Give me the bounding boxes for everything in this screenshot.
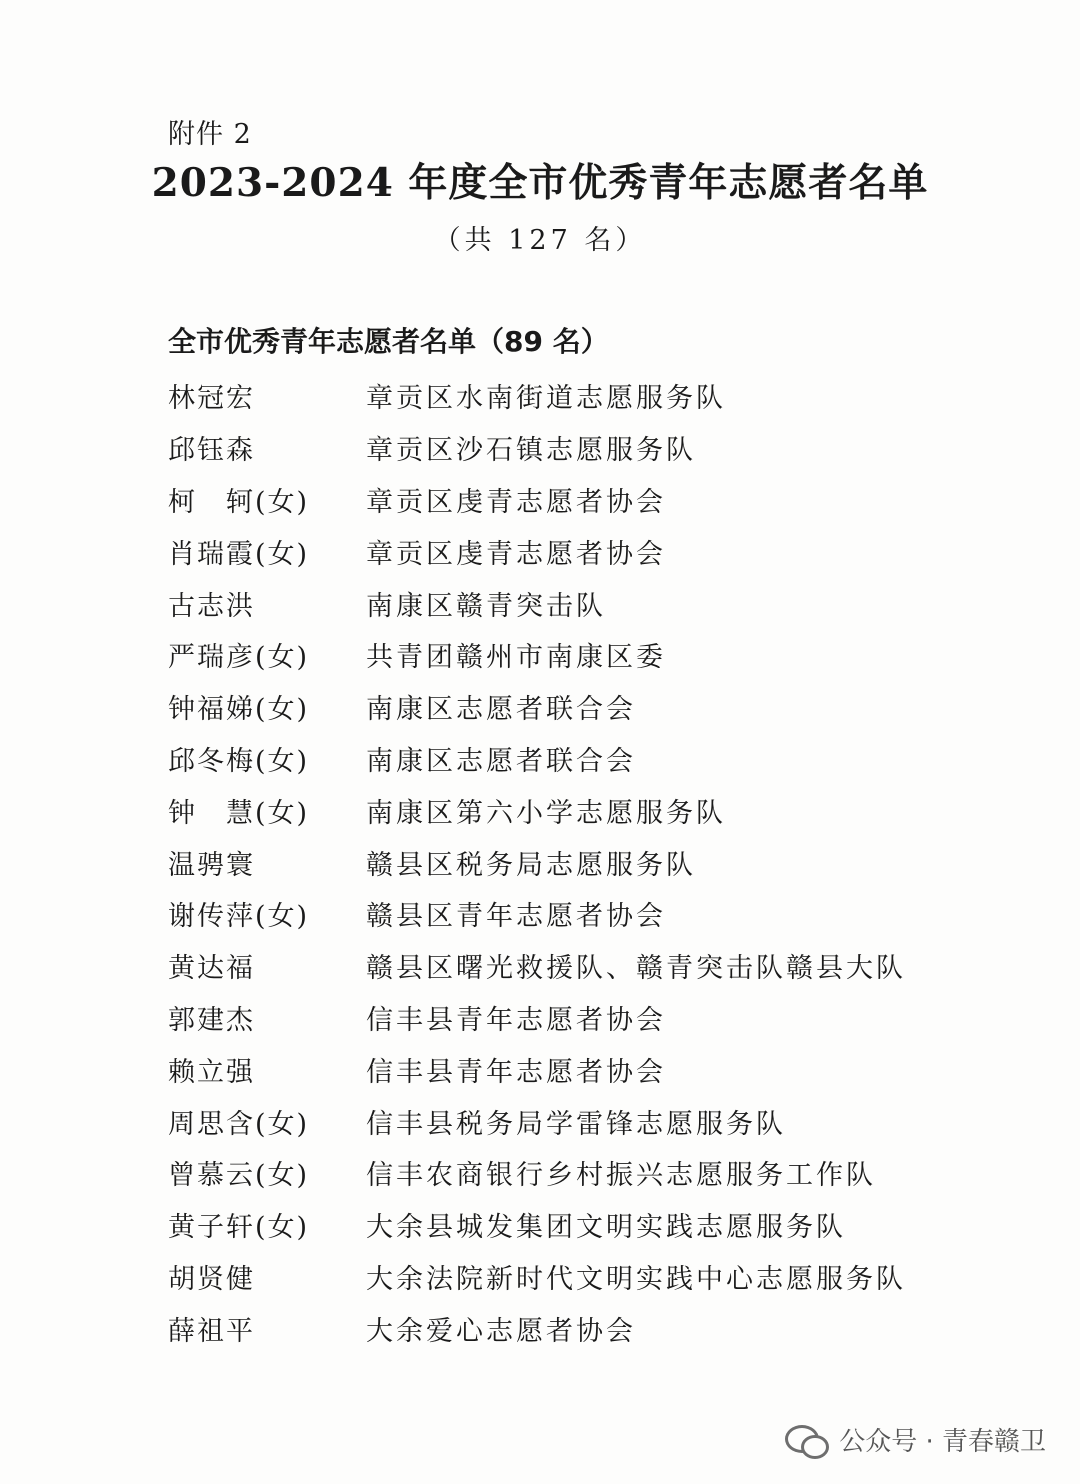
list-item	[168, 888, 988, 940]
volunteer-organization: 大余法院新时代文明实践中心志愿服务队	[366, 1263, 906, 1295]
volunteer-organization: 赣县区税务局志愿服务队	[366, 849, 696, 881]
volunteer-organization: 赣县区曙光救援队、赣青突击队赣县大队	[366, 953, 906, 985]
volunteer-name: 温骋寰	[168, 849, 255, 881]
volunteer-organization: 南康区赣青突击队	[366, 590, 606, 622]
volunteer-organization: 赣县区青年志愿者协会	[366, 901, 666, 933]
watermark-text: 公众号 · 青春赣卫	[839, 1427, 1046, 1457]
volunteer-name: 郭建杰	[168, 1004, 255, 1036]
document-subtitle: （共 127 名）	[433, 225, 647, 256]
volunteer-organization: 南康区志愿者联合会	[366, 694, 636, 726]
list-item	[168, 1147, 988, 1199]
attachment-label: 附件 2	[168, 119, 252, 150]
volunteer-name: 黄达福	[168, 953, 255, 985]
volunteer-name: 谢传萍(女)	[168, 901, 310, 933]
volunteer-organization: 南康区第六小学志愿服务队	[366, 797, 726, 829]
volunteer-organization: 信丰县青年志愿者协会	[366, 1004, 666, 1036]
volunteer-organization: 信丰县税务局学雷锋志愿服务队	[366, 1108, 786, 1140]
volunteer-organization: 南康区志愿者联合会	[366, 745, 636, 777]
list-item	[168, 733, 988, 785]
document-title: 2023-2024 年度全市优秀青年志愿者名单	[151, 160, 929, 206]
list-item	[168, 370, 988, 422]
volunteer-organization: 共青团赣州市南康区委	[366, 642, 666, 674]
list-item	[168, 1251, 988, 1303]
list-item	[168, 992, 988, 1044]
volunteer-name: 薛祖平	[168, 1315, 255, 1347]
volunteer-organization: 信丰县青年志愿者协会	[366, 1056, 666, 1088]
volunteer-name: 古志洪	[168, 590, 255, 622]
list-item	[168, 836, 988, 888]
volunteer-name: 邱冬梅(女)	[168, 745, 310, 777]
wechat-icon	[785, 1423, 829, 1457]
list-item	[168, 629, 988, 681]
volunteer-organization: 章贡区虔青志愿者协会	[366, 486, 666, 518]
volunteer-name: 严瑞彦(女)	[168, 642, 310, 674]
volunteer-name: 曾慕云(女)	[168, 1160, 310, 1192]
section-heading: 全市优秀青年志愿者名单（89 名）	[168, 325, 609, 358]
list-item	[168, 1199, 988, 1251]
volunteer-name: 黄子轩(女)	[168, 1212, 310, 1244]
volunteer-name: 钟福娣(女)	[168, 694, 310, 726]
list-item	[168, 1095, 988, 1147]
volunteer-list	[168, 370, 988, 1354]
list-item	[168, 681, 988, 733]
volunteer-organization: 章贡区水南街道志愿服务队	[366, 383, 726, 415]
list-item	[168, 422, 988, 474]
list-item	[168, 525, 988, 577]
volunteer-name: 周思含(女)	[168, 1108, 310, 1140]
list-item	[168, 1043, 988, 1095]
list-item	[168, 784, 988, 836]
list-item	[168, 1302, 988, 1354]
volunteer-name: 邱钰森	[168, 435, 255, 467]
volunteer-name: 胡贤健	[168, 1263, 255, 1295]
volunteer-organization: 大余爱心志愿者协会	[366, 1315, 636, 1347]
list-item	[168, 577, 988, 629]
list-item	[168, 474, 988, 526]
volunteer-organization: 信丰农商银行乡村振兴志愿服务工作队	[366, 1160, 876, 1192]
volunteer-name: 林冠宏	[168, 383, 255, 415]
volunteer-organization: 章贡区沙石镇志愿服务队	[366, 435, 696, 467]
list-item	[168, 940, 988, 992]
watermark	[785, 1421, 1046, 1458]
volunteer-organization: 章贡区虔青志愿者协会	[366, 538, 666, 570]
volunteer-name: 柯 轲(女)	[168, 486, 310, 518]
volunteer-name: 钟 慧(女)	[168, 797, 310, 829]
volunteer-name: 肖瑞霞(女)	[168, 538, 310, 570]
volunteer-name: 赖立强	[168, 1056, 255, 1088]
volunteer-organization: 大余县城发集团文明实践志愿服务队	[366, 1212, 846, 1244]
